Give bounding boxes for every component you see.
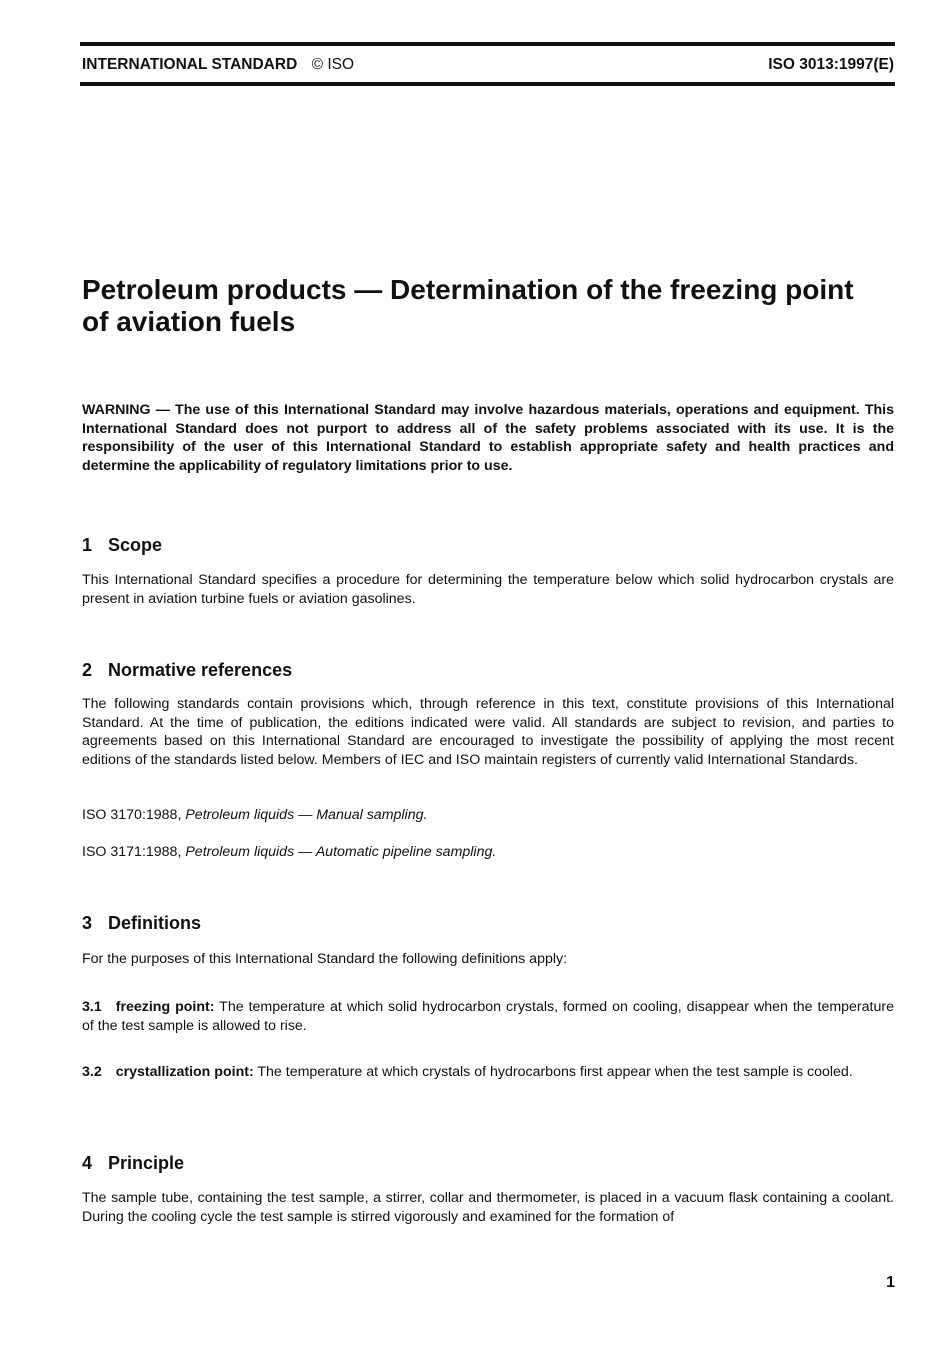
section-number: 4 — [82, 1153, 93, 1173]
header-copyright: © ISO — [311, 56, 355, 73]
definitions-intro: For the purposes of this International Standard the following definitions apply: — [82, 951, 568, 967]
section-title: Definitions — [108, 913, 201, 933]
definition-number: 3.1 — [82, 999, 102, 1015]
definition-text: The temperature at which crystals of hydrocarbons first appear when the test sample is cooled. — [253, 1064, 853, 1080]
section-number: 2 — [82, 660, 93, 680]
document-title-line-2: of aviation fuels — [82, 306, 296, 337]
document-title-line-1: Petroleum products — Determination of the freezing point — [82, 274, 854, 305]
definition-item — [82, 1063, 894, 1082]
definition-term: crystallization point: — [115, 1064, 254, 1080]
section-title: Scope — [108, 535, 163, 555]
section-heading-principle — [82, 1152, 184, 1174]
header-top-rule — [80, 42, 895, 46]
safety-warning: WARNING — The use of this International Standard may involve hazardous materials, operations and equipment. This International Standard does not purport to address all of the safety problems associated with its use. It is the responsibility of the user of this International Standard to establish appropriate safety and health practices and determine the applicability of regulatory limitations prior to use. — [82, 402, 894, 474]
principle-paragraph: The sample tube, containing the test sample, a stirrer, collar and thermometer, is placed in a vacuum flask containing a coolant. During the cooling cycle the test sample is stirred vigorously and examined for the formation of — [82, 1190, 894, 1225]
section-number: 3 — [82, 913, 93, 933]
section-title: Principle — [108, 1153, 185, 1173]
reference-title: Petroleum liquids — Manual sampling. — [185, 807, 428, 823]
reference-item — [82, 843, 894, 862]
header-bottom-rule — [80, 82, 895, 86]
running-header — [82, 54, 894, 78]
definition-text: The temperature at which solid hydrocarbon crystals, formed on cooling, disappear when the temperature of the test sample is allowed to rise. — [82, 999, 894, 1034]
reference-item — [82, 806, 894, 825]
normative-references-paragraph: The following standards contain provisions which, through reference in this text, constitute provisions of this International Standard. At the time of publication, the editions indicated were valid. All standards are subject to revision, and parties to agreements based on this International Standard are encouraged to investigate the possibility of applying the most recent editions of the standards listed below. Members of IEC and ISO maintain registers of currently valid International Standards. — [82, 696, 894, 768]
section-number: 1 — [82, 535, 93, 555]
definition-number: 3.2 — [82, 1064, 102, 1080]
definition-item — [82, 998, 894, 1035]
header-standard-number: ISO 3013:1997(E) — [768, 56, 894, 73]
page-number: 1 — [886, 1274, 895, 1291]
scope-paragraph: This International Standard specifies a procedure for determining the temperature below which solid hydrocarbon crystals are present in aviation turbine fuels or aviation gasolines. — [82, 572, 894, 607]
reference-title: Petroleum liquids — Automatic pipeline sampling. — [185, 844, 497, 860]
section-title: Normative references — [108, 660, 293, 680]
header-left — [82, 56, 354, 74]
section-heading-normative-references — [82, 659, 292, 681]
definition-term: freezing point: — [115, 999, 215, 1015]
header-standard-type: INTERNATIONAL STANDARD — [82, 56, 298, 73]
section-heading-scope — [82, 534, 162, 556]
document-title — [82, 274, 902, 338]
reference-code: ISO 3170:1988, — [82, 807, 182, 823]
section-heading-definitions — [82, 912, 201, 934]
reference-code: ISO 3171:1988, — [82, 844, 182, 860]
